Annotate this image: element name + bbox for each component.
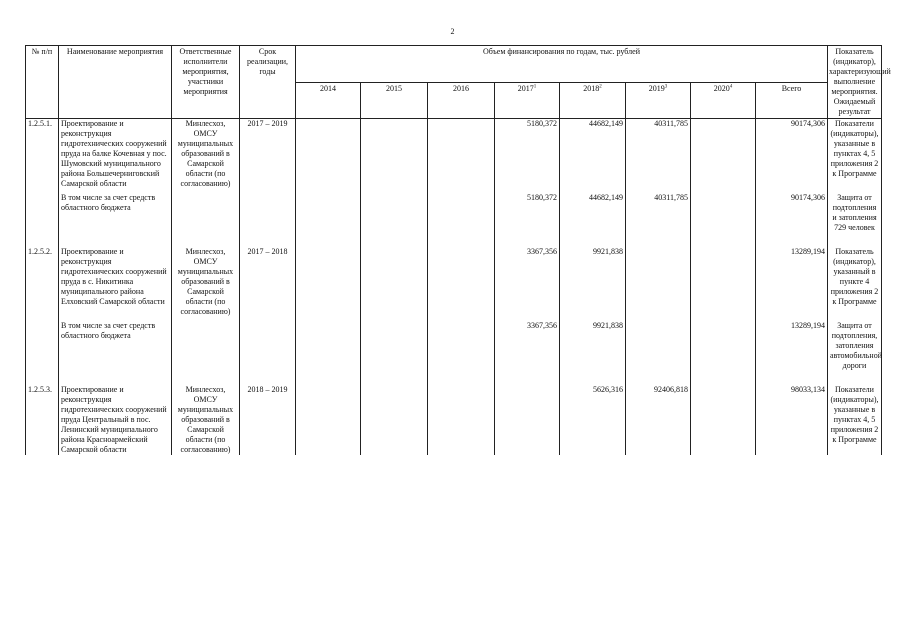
table-body [26,119,882,456]
row-value: 40311,785 [626,193,691,233]
spacer-cell [756,371,828,385]
row-value [361,247,428,317]
header-year-5 [560,82,626,119]
header-year-label: 2017 [517,83,534,93]
header-year-footnote: 3 [664,83,668,89]
spacer-cell [240,233,296,247]
header-year-1 [296,82,361,119]
row-value [691,119,756,190]
spacer-cell [626,233,691,247]
row-indicator: Показатели (индикаторы), указанные в пунктах 4, 5 приложения 2 к Программе [828,385,882,455]
row-indicator: Показатель (индикатор), указанный в пункте 4 приложения 2 к Программе [828,247,882,317]
row-value: 9921,838 [560,321,626,371]
table-row-subtotal [26,321,882,371]
row-term: 2017 – 2019 [240,119,296,190]
row-value [691,247,756,317]
row-value: 5626,316 [560,385,626,455]
row-number: 1.2.5.2. [26,247,59,317]
header-year-label: 2014 [320,83,336,93]
row-name: Проектирование и реконструкция гидротехнических сооружений пруда в с. Никитинка муниципального района Елховский Самарской области [59,247,172,317]
row-value [361,119,428,190]
row-value [428,119,495,190]
table-row-subtotal [26,193,882,233]
header-name: Наименование мероприятия [59,46,172,119]
row-number: 1.2.5.3. [26,385,59,455]
row-value [626,247,691,317]
row-value: 5180,372 [495,193,560,233]
spacer-cell [828,371,882,385]
spacer-cell [691,233,756,247]
row-value: 9921,838 [560,247,626,317]
header-year-footnote: 1 [533,83,537,89]
header-num: № п/п [26,46,59,119]
row-value: 13289,194 [756,321,828,371]
row-value: 92406,818 [626,385,691,455]
row-value [691,193,756,233]
row-value [296,119,361,190]
row-value: 5180,372 [495,119,560,190]
header-indicator: Показатель (индикатор), характеризующий выполнение мероприятия. Ожидаемый результат [828,46,882,119]
header-year-3 [428,82,495,119]
spacer-cell [296,233,361,247]
row-value [626,321,691,371]
header-responsible: Ответственные исполнители мероприятия, участники мероприятия [172,46,240,119]
header-year-8 [756,82,828,119]
row-value [296,247,361,317]
row-value: 90174,306 [756,119,828,190]
table-header [26,46,891,119]
header-year-7 [691,82,756,119]
row-value: 44682,149 [560,193,626,233]
spacer-cell [560,233,626,247]
row-value: 3367,356 [495,321,560,371]
row-name: В том числе за счет средств областного бюджета [59,321,172,371]
row-value [361,385,428,455]
row-term: 2017 – 2018 [240,247,296,317]
spacer-cell [560,371,626,385]
table-row [26,119,882,190]
row-name: Проектирование и реконструкция гидротехнических сооружений пруда на балке Кочевная у пос. Шумовский муниципального района Большечерниговский Самарской области [59,119,172,190]
row-value [428,385,495,455]
row-value [691,385,756,455]
header-year-label: 2018 [583,83,600,93]
row-responsible: Минлесхоз, ОМСУ муниципальных образований в Самарской области (по согласованию) [172,247,240,317]
header-year-footnote: 4 [729,83,733,89]
header-year-label: 2020 [713,83,730,93]
spacer-row [26,371,882,385]
row-value: 13289,194 [756,247,828,317]
row-value [495,385,560,455]
row-value: 44682,149 [560,119,626,190]
row-value [691,321,756,371]
row-value: 90174,306 [756,193,828,233]
row-value [296,193,361,233]
spacer-cell [240,371,296,385]
header-term: Срок реализации, годы [240,46,296,119]
spacer-cell [59,371,172,385]
header-year-label: Всего [781,83,802,93]
header-funding: Объем финансирования по годам, тыс. рублей [296,46,828,83]
row-name: В том числе за счет средств областного бюджета [59,193,172,233]
spacer-cell [172,371,240,385]
row-name: Проектирование и реконструкция гидротехнических сооружений пруда Центральный в пос. Ленинский муниципального района Красноармейский Самарской области [59,385,172,455]
row-value [361,193,428,233]
spacer-cell [26,233,59,247]
row-indicator: Защита от подтопления и затопления 729 человек [828,193,882,233]
table-row [26,385,882,455]
row-term [240,193,296,233]
row-number: 1.2.5.1. [26,119,59,190]
row-responsible: Минлесхоз, ОМСУ муниципальных образований в Самарской области (по согласованию) [172,119,240,190]
spacer-cell [172,233,240,247]
header-year-6 [626,82,691,119]
spacer-cell [361,233,428,247]
header-year-2 [361,82,428,119]
row-value [428,247,495,317]
row-value [296,385,361,455]
spacer-cell [59,233,172,247]
spacer-cell [756,233,828,247]
spacer-cell [626,371,691,385]
header-year-4 [495,82,560,119]
row-number [26,321,59,371]
spacer-cell [828,233,882,247]
row-value [296,321,361,371]
page-number: 2 [450,27,455,36]
row-term: 2018 – 2019 [240,385,296,455]
spacer-cell [361,371,428,385]
header-year-label: 2015 [386,83,402,93]
row-value: 40311,785 [626,119,691,190]
spacer-cell [428,371,495,385]
row-indicator: Показатели (индикаторы), указанные в пунктах 4, 5 приложения 2 к Программе [828,119,882,190]
spacer-cell [495,233,560,247]
spacer-cell [26,371,59,385]
row-value [361,321,428,371]
spacer-cell [495,371,560,385]
table-row [26,247,882,317]
row-value [428,321,495,371]
row-number [26,193,59,233]
row-term [240,321,296,371]
spacer-row [26,233,882,247]
header-year-label: 2016 [453,83,469,93]
row-value [428,193,495,233]
row-responsible [172,193,240,233]
program-table [25,45,891,455]
row-indicator: Защита от подтопления, затопления автомобильной дороги [828,321,882,371]
header-year-footnote: 2 [599,83,602,89]
row-value: 98033,134 [756,385,828,455]
row-responsible [172,321,240,371]
spacer-cell [428,233,495,247]
spacer-cell [296,371,361,385]
spacer-cell [691,371,756,385]
row-responsible: Минлесхоз, ОМСУ муниципальных образований в Самарской области (по согласованию) [172,385,240,455]
row-value: 3367,356 [495,247,560,317]
header-year-label: 2019 [648,83,665,93]
